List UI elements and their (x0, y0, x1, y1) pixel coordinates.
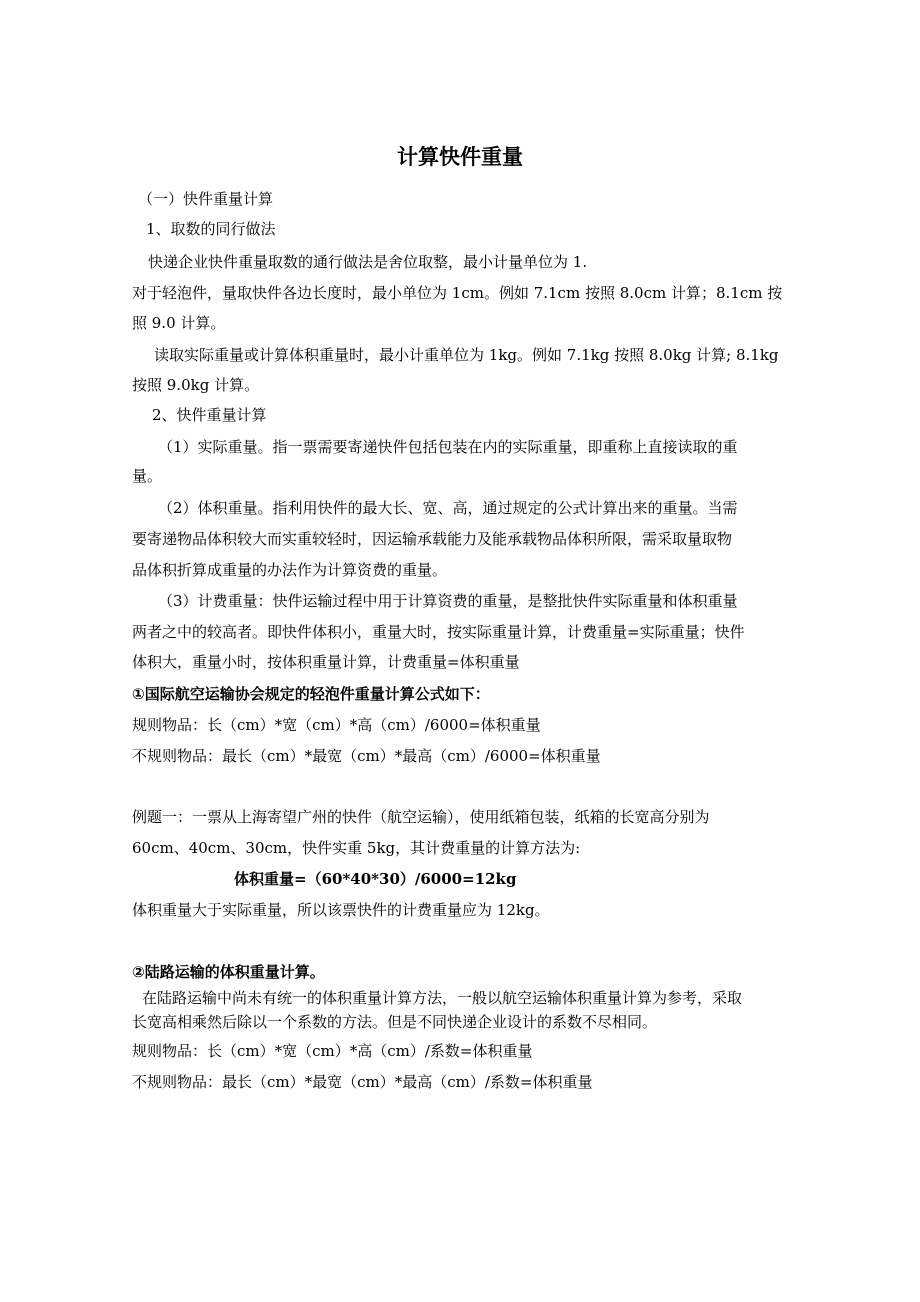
paragraph-line: 两者之中的较高者。即快件体积小，重量大时，按实际重量计算，计费重量=实际重量；快件 (132, 623, 745, 641)
road-paragraph-line: 长宽高相乘然后除以一个系数的方法。但是不同快递企业设计的系数不尽相同。 (132, 1013, 658, 1031)
paragraph-line: 体积大，重量小时，按体积重量计算，计费重量=体积重量 (132, 653, 520, 671)
road-regular-formula: 规则物品：长（cm）*宽（cm）*高（cm）/系数=体积重量 (132, 1042, 533, 1060)
subsection-heading: 2、快件重量计算 (152, 406, 267, 424)
example-conclusion: 体积重量大于实际重量，所以该票快件的计费重量应为 12kg。 (132, 901, 550, 919)
paragraph-line: 照 9.0 计算。 (132, 314, 226, 332)
road-irregular-formula: 不规则物品：最长（cm）*最宽（cm）*最高（cm）/系数=体积重量 (132, 1073, 593, 1091)
air-irregular-formula: 不规则物品：最长（cm）*最宽（cm）*最高（cm）/6000=体积重量 (132, 747, 601, 765)
example-formula: 体积重量=（60*40*30）/6000=12kg (234, 870, 517, 888)
paragraph-line: 对于轻泡件，量取快件各边长度时，最小单位为 1cm。例如 7.1cm 按照 8.0cm 计算；8.1cm 按 (132, 284, 783, 302)
paragraph-line: 按照 9.0kg 计算。 (132, 376, 260, 394)
paragraph: 快递企业快件重量取数的通行做法是舍位取整，最小计量单位为 1. (148, 253, 588, 271)
section-heading: （一）快件重量计算 (138, 190, 274, 208)
example-line: 例题一：一票从上海寄望广州的快件（航空运输），使用纸箱包装，纸箱的长宽高分别为 (132, 808, 710, 826)
paragraph-line: 读取实际重量或计算体积重量时，最小计重单位为 1kg。例如 7.1kg 按照 8.0kg 计算; 8.1kg (154, 346, 779, 364)
page-title: 计算快件重量 (397, 145, 523, 169)
paragraph-line: 品体积折算成重量的办法作为计算资费的重量。 (132, 561, 448, 579)
paragraph-line: （3）计费重量：快件运输过程中用于计算资费的重量，是整批快件实际重量和体积重量 (158, 592, 738, 610)
road-heading: ②陆路运输的体积重量计算。 (132, 963, 325, 981)
example-line: 60cm、40cm、30cm，快件实重 5kg，其计费重量的计算方法为: (132, 839, 581, 857)
air-formula-heading: ①国际航空运输协会规定的轻泡件重量计算公式如下： (132, 685, 490, 703)
paragraph-line: 要寄递物品体积较大而实重较轻时，因运输承载能力及能承载物品体积所限，需采取量取物 (132, 530, 733, 548)
subsection-heading: 1、取数的同行做法 (146, 220, 276, 238)
paragraph-line: 量。 (132, 467, 163, 485)
paragraph-line: （2）体积重量。指利用快件的最大长、宽、高，通过规定的公式计算出来的重量。当需 (158, 499, 738, 517)
road-paragraph-line: 在陆路运输中尚未有统一的体积重量计算方法，一般以航空运输体积重量计算为参考，采取 (142, 989, 743, 1007)
paragraph-line: （1）实际重量。指一票需要寄递快件包括包装在内的实际重量，即重称上直接读取的重 (158, 438, 738, 456)
air-regular-formula: 规则物品：长（cm）*宽（cm）*高（cm）/6000=体积重量 (132, 716, 541, 734)
